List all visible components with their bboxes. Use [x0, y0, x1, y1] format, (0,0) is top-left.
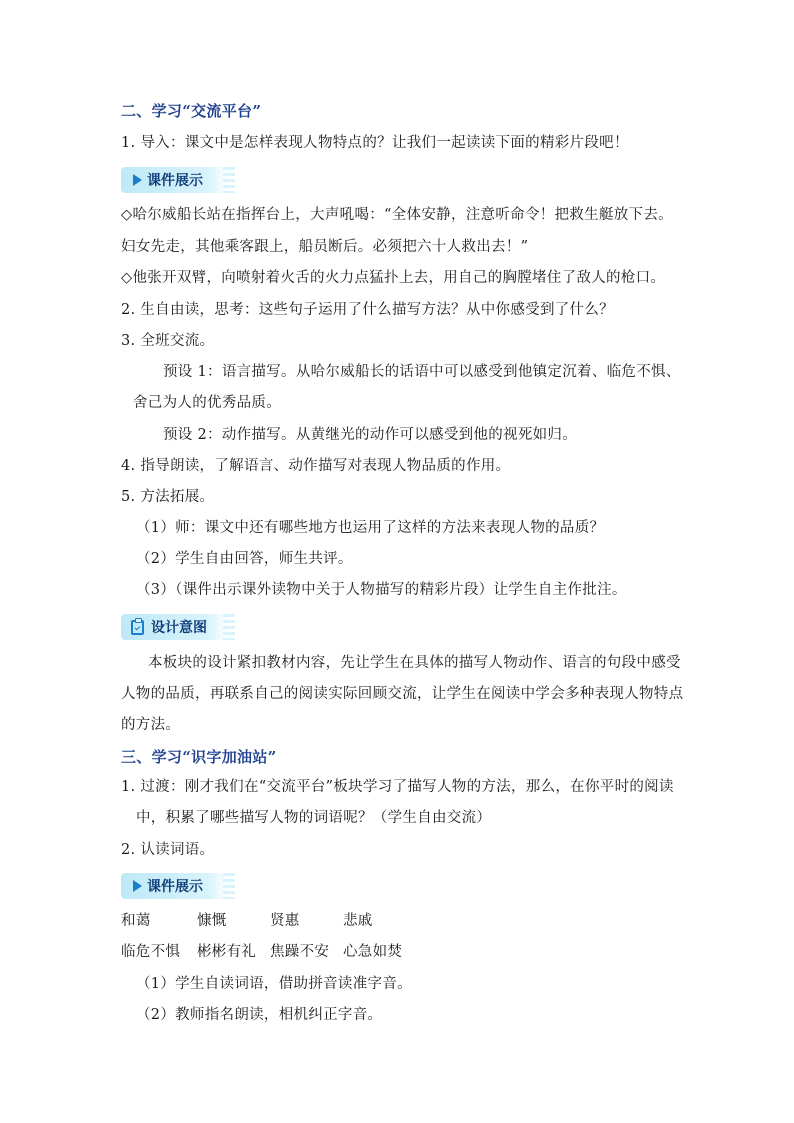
design-line2: 人物的品质，再联系自己的阅读实际回顾交流，让学生在阅读中学会多种表现人物特点	[121, 686, 684, 702]
s3-step1-line1: 1. 过渡：刚才我们在“交流平台”板块学习了描写人物的方法，那么，在你平时的阅读	[121, 779, 674, 795]
s2-sub2: （2）学生自由回答，师生共评。	[136, 551, 353, 567]
word: 临危不惧	[121, 944, 181, 960]
quote1-line1: ◇哈尔威船长站在指挥台上，大声吼喝：“全体安静，注意听命令！把救生艇放下去。	[121, 207, 673, 223]
s2-sub3: （3）（课件出示课外读物中关于人物描写的精彩片段）让学生自主作批注。	[136, 582, 627, 598]
word: 悲戚	[343, 913, 373, 929]
design-intent-banner	[121, 614, 229, 640]
section3-heading: 三、学习“识字加油站”	[121, 748, 277, 766]
s3-step1-line2: 中，积累了哪些描写人物的词语呢？（学生自由交流）	[136, 810, 492, 826]
s2-sub1: （1）师：课文中还有哪些地方也运用了这样的方法来表现人物的品质？	[136, 520, 605, 536]
design-line1: 本板块的设计紧扣教材内容，先让学生在具体的描写人物动作、语言的句段中感受	[148, 655, 681, 671]
courseware-label-2: 课件展示	[147, 879, 203, 895]
word: 彬彬有礼	[197, 944, 257, 960]
s2-step1: 1. 导入：课文中是怎样表现人物特点的？让我们一起读读下面的精彩片段吧！	[121, 135, 629, 151]
s3-step2: 2. 认读词语。	[121, 842, 215, 858]
preset2: 预设 2：动作描写。从黄继光的动作可以感受到他的视死如归。	[163, 427, 578, 443]
s3-sub2: （2）教师指名朗读，相机纠正字音。	[136, 1007, 383, 1023]
s2-step4: 4. 指导朗读，了解语言、动作描写对表现人物品质的作用。	[121, 458, 511, 474]
word: 慷慨	[197, 913, 227, 929]
s2-step2: 2. 生自由读，思考：这些句子运用了什么描写方法？从中你感受到了什么？	[121, 302, 614, 318]
s2-step3: 3. 全班交流。	[121, 333, 215, 349]
quote1-line2: 妇女先走，其他乘客跟上，船员断后。必须把六十人救出去！”	[121, 239, 529, 255]
word: 和蔼	[121, 913, 151, 929]
s3-sub1: （1）学生自读词语，借助拼音读准字音。	[136, 976, 412, 992]
quote2: ◇他张开双臂，向喷射着火舌的火力点猛扑上去，用自己的胸膛堵住了敌人的枪口。	[121, 270, 666, 286]
word: 心急如焚	[343, 944, 403, 960]
play-triangle-icon	[133, 174, 142, 186]
s2-step5: 5. 方法拓展。	[121, 489, 215, 505]
preset1-line2: 舍己为人的优秀品质。	[133, 395, 281, 411]
design-line3: 的方法。	[121, 717, 181, 733]
word: 贤惠	[270, 913, 300, 929]
section2-heading: 二、学习“交流平台”	[121, 102, 262, 120]
words-row-2	[121, 942, 402, 962]
courseware-label: 课件展示	[147, 173, 203, 189]
words-row-1	[121, 911, 373, 931]
play-triangle-icon	[133, 880, 142, 892]
clipboard-icon	[131, 620, 144, 635]
preset1-line1: 预设 1：语言描写。从哈尔威船长的话语中可以感受到他镇定沉着、临危不惧、	[163, 364, 681, 380]
design-label: 设计意图	[151, 620, 207, 636]
courseware-banner-2	[121, 873, 229, 899]
courseware-banner	[121, 167, 229, 193]
word: 焦躁不安	[270, 944, 330, 960]
